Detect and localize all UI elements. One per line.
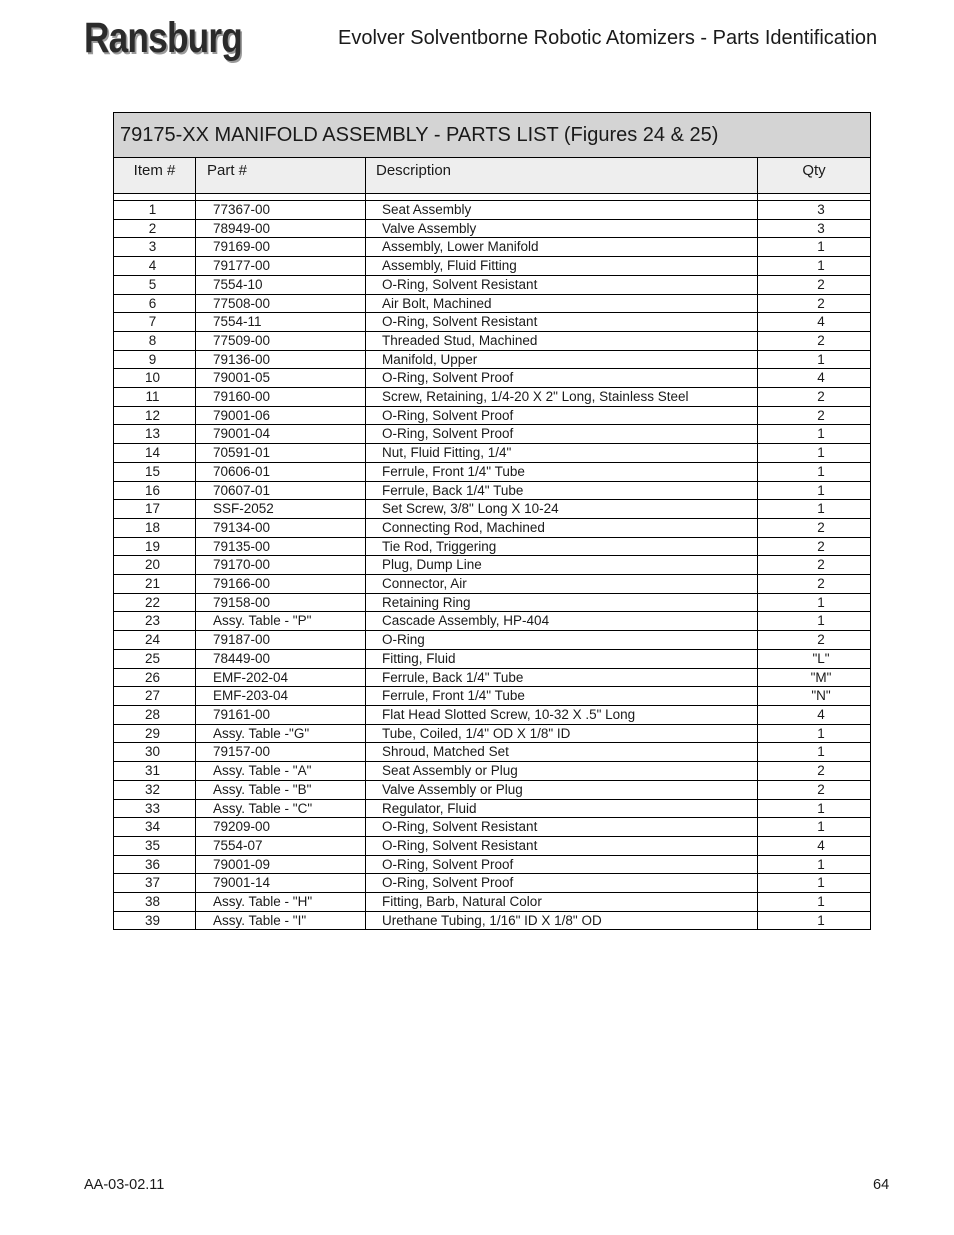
cell-quantity: 1 xyxy=(758,350,871,369)
cell-item-number: 26 xyxy=(114,668,196,687)
cell-quantity: 1 xyxy=(758,724,871,743)
cell-description: Valve Assembly xyxy=(366,219,758,238)
cell-part-number: 7554-11 xyxy=(196,313,366,332)
table-row xyxy=(114,444,871,463)
cell-item-number: 21 xyxy=(114,575,196,594)
cell-quantity: 4 xyxy=(758,369,871,388)
table-row xyxy=(114,836,871,855)
cell-part-number: Assy. Table - "A" xyxy=(196,762,366,781)
document-title: Evolver Solventborne Robotic Atomizers - Parts Identification xyxy=(338,27,878,49)
cell-quantity: 1 xyxy=(758,612,871,631)
table-row xyxy=(114,481,871,500)
cell-description: O-Ring, Solvent Proof xyxy=(366,369,758,388)
table-row xyxy=(114,612,871,631)
cell-item-number: 3 xyxy=(114,238,196,257)
cell-part-number: 79157-00 xyxy=(196,743,366,762)
table-row xyxy=(114,369,871,388)
cell-part-number: 70607-01 xyxy=(196,481,366,500)
cell-quantity: 1 xyxy=(758,855,871,874)
cell-item-number: 18 xyxy=(114,518,196,537)
cell-part-number: EMF-203-04 xyxy=(196,687,366,706)
cell-description: Ferrule, Back 1/4" Tube xyxy=(366,668,758,687)
table-row xyxy=(114,780,871,799)
cell-item-number: 16 xyxy=(114,481,196,500)
table-row xyxy=(114,331,871,350)
cell-item-number: 28 xyxy=(114,705,196,724)
ransburg-logo: Ransburg xyxy=(84,14,243,62)
cell-description: Threaded Stud, Machined xyxy=(366,331,758,350)
cell-description: Tube, Coiled, 1/4" OD X 1/8" ID xyxy=(366,724,758,743)
cell-quantity: 2 xyxy=(758,556,871,575)
table-row xyxy=(114,705,871,724)
cell-part-number: 79135-00 xyxy=(196,537,366,556)
cell-quantity: 1 xyxy=(758,593,871,612)
cell-item-number: 29 xyxy=(114,724,196,743)
cell-quantity: 2 xyxy=(758,780,871,799)
table-title: 79175-XX MANIFOLD ASSEMBLY - PARTS LIST (Figures 24 & 25) xyxy=(114,113,871,158)
cell-description: Shroud, Matched Set xyxy=(366,743,758,762)
table-row xyxy=(114,537,871,556)
table-row xyxy=(114,724,871,743)
cell-part-number: 77367-00 xyxy=(196,201,366,220)
cell-description: O-Ring, Solvent Resistant xyxy=(366,836,758,855)
cell-description: Ferrule, Back 1/4" Tube xyxy=(366,481,758,500)
cell-quantity: 1 xyxy=(758,481,871,500)
table-row xyxy=(114,911,871,930)
table-row xyxy=(114,799,871,818)
cell-description: Ferrule, Front 1/4" Tube xyxy=(366,462,758,481)
cell-description: Air Bolt, Machined xyxy=(366,294,758,313)
table-row xyxy=(114,275,871,294)
cell-description: Valve Assembly or Plug xyxy=(366,780,758,799)
column-header-part: Part # xyxy=(196,158,366,194)
table-row xyxy=(114,874,871,893)
cell-item-number: 7 xyxy=(114,313,196,332)
column-header-description: Description xyxy=(366,158,758,194)
table-row xyxy=(114,631,871,650)
table-row xyxy=(114,313,871,332)
cell-quantity: "M" xyxy=(758,668,871,687)
cell-description: Plug, Dump Line xyxy=(366,556,758,575)
table-row xyxy=(114,668,871,687)
cell-item-number: 20 xyxy=(114,556,196,575)
cell-description: O-Ring, Solvent Proof xyxy=(366,855,758,874)
cell-quantity: "N" xyxy=(758,687,871,706)
cell-quantity: 1 xyxy=(758,893,871,912)
cell-quantity: 1 xyxy=(758,238,871,257)
table-row xyxy=(114,350,871,369)
cell-part-number: Assy. Table - "B" xyxy=(196,780,366,799)
cell-part-number: EMF-202-04 xyxy=(196,668,366,687)
cell-description: Set Screw, 3/8" Long X 10-24 xyxy=(366,500,758,519)
cell-quantity: 4 xyxy=(758,836,871,855)
document-number: AA-03-02.11 xyxy=(84,1177,165,1193)
cell-part-number: 79001-04 xyxy=(196,425,366,444)
cell-description: O-Ring, Solvent Proof xyxy=(366,425,758,444)
cell-item-number: 25 xyxy=(114,649,196,668)
cell-quantity: 2 xyxy=(758,294,871,313)
page-number: 64 xyxy=(873,1177,890,1193)
cell-item-number: 35 xyxy=(114,836,196,855)
cell-item-number: 6 xyxy=(114,294,196,313)
cell-item-number: 34 xyxy=(114,818,196,837)
cell-part-number: 79001-06 xyxy=(196,406,366,425)
cell-part-number: 79001-05 xyxy=(196,369,366,388)
cell-quantity: 1 xyxy=(758,874,871,893)
cell-item-number: 23 xyxy=(114,612,196,631)
cell-description: Ferrule, Front 1/4" Tube xyxy=(366,687,758,706)
cell-part-number: 78949-00 xyxy=(196,219,366,238)
cell-quantity: 2 xyxy=(758,631,871,650)
cell-part-number: 79209-00 xyxy=(196,818,366,837)
cell-quantity: 2 xyxy=(758,275,871,294)
cell-item-number: 30 xyxy=(114,743,196,762)
cell-part-number: 7554-07 xyxy=(196,836,366,855)
cell-part-number: 79001-14 xyxy=(196,874,366,893)
table-row xyxy=(114,201,871,220)
cell-item-number: 15 xyxy=(114,462,196,481)
cell-quantity: 2 xyxy=(758,762,871,781)
table-header-row xyxy=(114,158,871,194)
cell-item-number: 2 xyxy=(114,219,196,238)
cell-quantity: 1 xyxy=(758,500,871,519)
cell-description: Urethane Tubing, 1/16" ID X 1/8" OD xyxy=(366,911,758,930)
cell-quantity: 3 xyxy=(758,219,871,238)
cell-part-number: Assy. Table - "H" xyxy=(196,893,366,912)
cell-description: Seat Assembly xyxy=(366,201,758,220)
table-row xyxy=(114,500,871,519)
cell-quantity: 1 xyxy=(758,462,871,481)
table-spacer-row xyxy=(114,194,871,201)
cell-quantity: 1 xyxy=(758,425,871,444)
column-header-item: Item # xyxy=(114,158,196,194)
cell-quantity: 2 xyxy=(758,518,871,537)
table-row xyxy=(114,556,871,575)
cell-description: O-Ring, Solvent Resistant xyxy=(366,313,758,332)
table-row xyxy=(114,593,871,612)
cell-description: Retaining Ring xyxy=(366,593,758,612)
cell-part-number: 78449-00 xyxy=(196,649,366,668)
cell-part-number: SSF-2052 xyxy=(196,500,366,519)
cell-description: Screw, Retaining, 1/4-20 X 2" Long, Stainless Steel xyxy=(366,388,758,407)
cell-part-number: 70606-01 xyxy=(196,462,366,481)
cell-part-number: 79187-00 xyxy=(196,631,366,650)
cell-part-number: 79160-00 xyxy=(196,388,366,407)
cell-item-number: 4 xyxy=(114,257,196,276)
cell-description: Manifold, Upper xyxy=(366,350,758,369)
cell-item-number: 31 xyxy=(114,762,196,781)
cell-part-number: 79169-00 xyxy=(196,238,366,257)
cell-item-number: 22 xyxy=(114,593,196,612)
cell-quantity: "L" xyxy=(758,649,871,668)
table-body xyxy=(114,201,871,930)
cell-item-number: 37 xyxy=(114,874,196,893)
cell-quantity: 2 xyxy=(758,575,871,594)
cell-quantity: 2 xyxy=(758,537,871,556)
cell-item-number: 38 xyxy=(114,893,196,912)
cell-item-number: 1 xyxy=(114,201,196,220)
cell-description: Assembly, Fluid Fitting xyxy=(366,257,758,276)
cell-part-number: 79158-00 xyxy=(196,593,366,612)
table-row xyxy=(114,687,871,706)
table-row xyxy=(114,649,871,668)
cell-part-number: Assy. Table - "P" xyxy=(196,612,366,631)
table-row xyxy=(114,294,871,313)
cell-quantity: 2 xyxy=(758,331,871,350)
cell-item-number: 36 xyxy=(114,855,196,874)
table-row xyxy=(114,219,871,238)
cell-item-number: 17 xyxy=(114,500,196,519)
table-row xyxy=(114,762,871,781)
column-header-qty: Qty xyxy=(758,158,871,194)
cell-item-number: 10 xyxy=(114,369,196,388)
cell-quantity: 4 xyxy=(758,705,871,724)
cell-item-number: 13 xyxy=(114,425,196,444)
cell-item-number: 27 xyxy=(114,687,196,706)
cell-item-number: 14 xyxy=(114,444,196,463)
table-row xyxy=(114,818,871,837)
cell-item-number: 5 xyxy=(114,275,196,294)
cell-description: Flat Head Slotted Screw, 10-32 X .5" Long xyxy=(366,705,758,724)
cell-item-number: 12 xyxy=(114,406,196,425)
cell-quantity: 1 xyxy=(758,743,871,762)
table-row xyxy=(114,425,871,444)
cell-quantity: 1 xyxy=(758,799,871,818)
table-row xyxy=(114,388,871,407)
cell-quantity: 2 xyxy=(758,406,871,425)
cell-part-number: 7554-10 xyxy=(196,275,366,294)
cell-quantity: 2 xyxy=(758,388,871,407)
cell-part-number: 79170-00 xyxy=(196,556,366,575)
cell-description: Fitting, Barb, Natural Color xyxy=(366,893,758,912)
cell-description: O-Ring xyxy=(366,631,758,650)
cell-description: Tie Rod, Triggering xyxy=(366,537,758,556)
cell-item-number: 11 xyxy=(114,388,196,407)
cell-part-number: Assy. Table - "I" xyxy=(196,911,366,930)
cell-description: Fitting, Fluid xyxy=(366,649,758,668)
table-row xyxy=(114,462,871,481)
cell-quantity: 1 xyxy=(758,911,871,930)
cell-quantity: 4 xyxy=(758,313,871,332)
cell-quantity: 1 xyxy=(758,818,871,837)
table-row xyxy=(114,855,871,874)
table-row xyxy=(114,238,871,257)
cell-part-number: 77509-00 xyxy=(196,331,366,350)
cell-description: O-Ring, Solvent Resistant xyxy=(366,275,758,294)
parts-list-table xyxy=(113,112,871,930)
cell-part-number: 79001-09 xyxy=(196,855,366,874)
cell-part-number: 79166-00 xyxy=(196,575,366,594)
cell-quantity: 1 xyxy=(758,257,871,276)
cell-item-number: 32 xyxy=(114,780,196,799)
table-row xyxy=(114,257,871,276)
cell-description: O-Ring, Solvent Resistant xyxy=(366,818,758,837)
table-row xyxy=(114,406,871,425)
cell-description: O-Ring, Solvent Proof xyxy=(366,406,758,425)
cell-item-number: 19 xyxy=(114,537,196,556)
cell-item-number: 33 xyxy=(114,799,196,818)
cell-item-number: 9 xyxy=(114,350,196,369)
cell-description: Connecting Rod, Machined xyxy=(366,518,758,537)
cell-description: O-Ring, Solvent Proof xyxy=(366,874,758,893)
cell-part-number: 70591-01 xyxy=(196,444,366,463)
table-row xyxy=(114,893,871,912)
table-row xyxy=(114,743,871,762)
cell-description: Seat Assembly or Plug xyxy=(366,762,758,781)
cell-part-number: 79134-00 xyxy=(196,518,366,537)
cell-quantity: 1 xyxy=(758,444,871,463)
cell-description: Nut, Fluid Fitting, 1/4" xyxy=(366,444,758,463)
table-row xyxy=(114,518,871,537)
cell-quantity: 3 xyxy=(758,201,871,220)
cell-item-number: 24 xyxy=(114,631,196,650)
cell-part-number: Assy. Table -"G" xyxy=(196,724,366,743)
cell-part-number: 79177-00 xyxy=(196,257,366,276)
cell-description: Cascade Assembly, HP-404 xyxy=(366,612,758,631)
cell-part-number: Assy. Table - "C" xyxy=(196,799,366,818)
cell-part-number: 79161-00 xyxy=(196,705,366,724)
cell-description: Connector, Air xyxy=(366,575,758,594)
cell-description: Regulator, Fluid xyxy=(366,799,758,818)
cell-part-number: 77508-00 xyxy=(196,294,366,313)
cell-item-number: 39 xyxy=(114,911,196,930)
table-row xyxy=(114,575,871,594)
cell-description: Assembly, Lower Manifold xyxy=(366,238,758,257)
cell-part-number: 79136-00 xyxy=(196,350,366,369)
cell-item-number: 8 xyxy=(114,331,196,350)
